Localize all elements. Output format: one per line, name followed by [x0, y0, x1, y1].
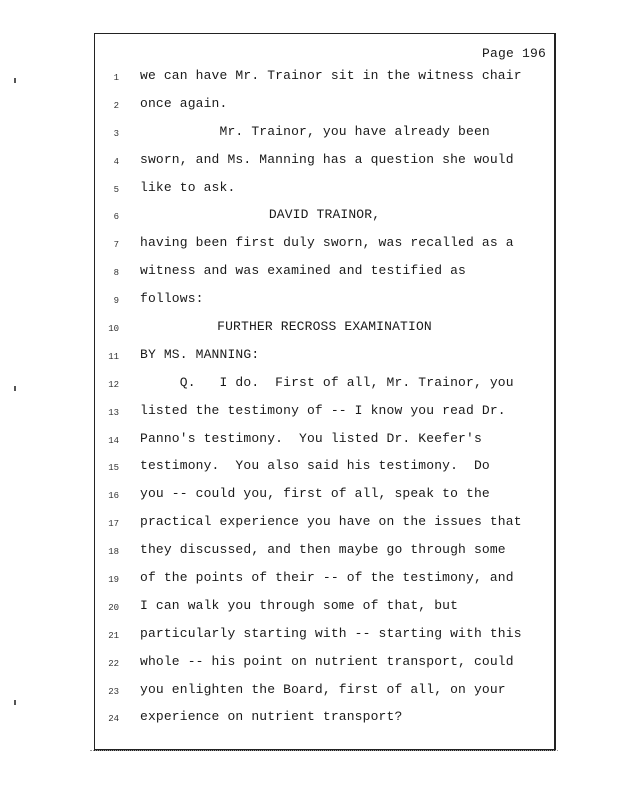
transcript-line: [95, 374, 554, 402]
line-text: sworn, and Ms. Manning has a question she would: [140, 151, 514, 167]
line-number: 9: [113, 296, 119, 307]
line-number: 11: [108, 351, 119, 362]
line-number: 13: [108, 407, 119, 418]
transcript-line: [95, 123, 554, 151]
transcript-line: [95, 95, 554, 123]
line-text: BY MS. MANNING:: [140, 346, 260, 362]
line-number: 6: [113, 212, 119, 223]
line-number: 19: [108, 575, 119, 586]
transcript-page: [94, 33, 556, 751]
line-number: 21: [108, 630, 119, 641]
line-text: DAVID TRAINOR,: [268, 207, 381, 223]
transcript-line: [95, 179, 554, 207]
line-number: 3: [113, 128, 119, 139]
line-text: follows:: [140, 291, 204, 307]
transcript-line: [95, 262, 554, 290]
scan-edge: [90, 750, 558, 753]
scan-speck: [14, 78, 16, 83]
line-text: testimony. You also said his testimony. Do: [140, 458, 490, 474]
line-number: 17: [108, 519, 119, 530]
transcript-line: [95, 485, 554, 513]
line-number: 22: [108, 658, 119, 669]
line-text: having been first duly sworn, was recalled as a: [140, 235, 514, 251]
line-number: 2: [113, 100, 119, 111]
line-text: like to ask.: [140, 179, 236, 195]
line-number: 8: [113, 268, 119, 279]
transcript-line: [95, 67, 554, 95]
line-number: 1: [113, 73, 119, 83]
transcript-line: [95, 402, 554, 430]
transcript-line: [95, 681, 554, 709]
transcript-line: [95, 318, 554, 346]
line-text: Panno's testimony. You listed Dr. Keefer's: [140, 430, 482, 446]
line-text: witness and was examined and testified as: [140, 263, 467, 279]
line-text: they discussed, and then maybe go through some: [140, 542, 506, 558]
line-text: listed the testimony of -- I know you read Dr.: [140, 402, 506, 418]
line-text: Q. I do. First of all, Mr. Trainor, you: [140, 374, 514, 390]
transcript-line: [95, 569, 554, 597]
line-text: FURTHER RECROSS EXAMINATION: [217, 319, 432, 335]
line-text: I can walk you through some of that, but: [140, 597, 459, 613]
scan-speck: [14, 386, 16, 391]
transcript-line: [95, 513, 554, 541]
transcript-lines: [95, 67, 554, 736]
page-number: Page 196: [481, 46, 546, 61]
line-text: you -- could you, first of all, speak to the: [140, 486, 490, 502]
transcript-line: [95, 457, 554, 485]
line-number: 10: [108, 324, 119, 335]
line-text: particularly starting with -- starting with this: [140, 625, 522, 641]
transcript-line: [95, 597, 554, 625]
transcript-line: [95, 708, 554, 736]
transcript-line: [95, 541, 554, 569]
line-number: 5: [113, 184, 119, 195]
line-number: 7: [113, 240, 119, 251]
line-text: Mr. Trainor, you have already been: [140, 123, 490, 139]
line-text: you enlighten the Board, first of all, on your: [140, 681, 506, 697]
transcript-line: [95, 290, 554, 318]
line-number: 20: [108, 602, 119, 613]
line-number: 12: [108, 379, 119, 390]
line-number: 14: [108, 435, 119, 446]
line-text: we can have Mr. Trainor sit in the witness chair: [140, 68, 522, 83]
transcript-line: [95, 346, 554, 374]
transcript-line: [95, 234, 554, 262]
line-text: experience on nutrient transport?: [140, 709, 403, 725]
line-number: 18: [108, 547, 119, 558]
transcript-line: [95, 625, 554, 653]
line-text: once again.: [140, 95, 228, 111]
line-text: practical experience you have on the issues that: [140, 514, 522, 530]
line-number: 23: [108, 686, 119, 697]
line-number: 24: [108, 714, 119, 725]
line-text: whole -- his point on nutrient transport, could: [140, 653, 514, 669]
line-number: 4: [113, 156, 119, 167]
line-number: 16: [108, 491, 119, 502]
transcript-line: [95, 151, 554, 179]
transcript-line: [95, 653, 554, 681]
line-number: 15: [108, 463, 119, 474]
transcript-line: [95, 206, 554, 234]
line-text: of the points of their -- of the testimony, and: [140, 570, 514, 586]
scan-speck: [14, 700, 16, 705]
transcript-line: [95, 430, 554, 458]
